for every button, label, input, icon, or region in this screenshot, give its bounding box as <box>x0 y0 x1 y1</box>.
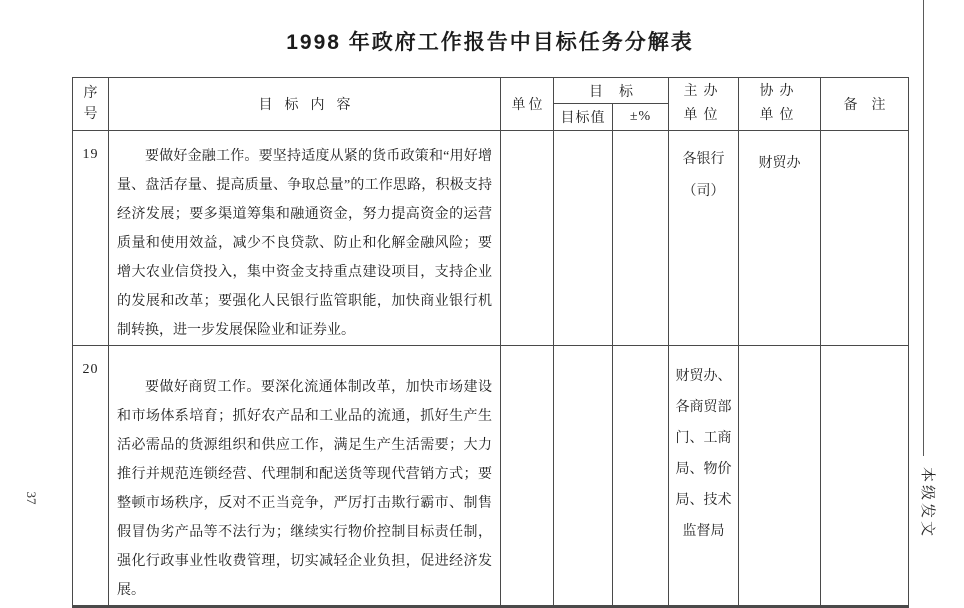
col-header-target-pct: ±% <box>613 104 669 130</box>
cell-host-unit: 各银行（司） <box>669 130 739 345</box>
cell-target-value <box>554 130 613 345</box>
cell-unit <box>501 130 554 345</box>
cell-cohost-unit: 财贸办 <box>739 130 821 345</box>
cell-content <box>109 345 501 606</box>
col-header-host: 主办单位 <box>669 78 739 131</box>
cell-remark <box>821 130 909 345</box>
page-title: 1998 年政府工作报告中目标任务分解表 <box>286 31 694 54</box>
table-row <box>73 345 909 606</box>
page-margin-rule <box>923 0 924 456</box>
target-content-text: 要做好金融工作。要坚持适度从紧的货币政策和“用好增量、盘活存量、提高质量、争取总量”的工作思路，积极支持经济发展；要多渠道筹集和融通资金，努力提高资金的运营质量和使用效益，减少不良贷款、防止和化解金融风险；要增大农业信贷投入，集中资金支持重点建设项目，支持企业的发展和改革；要强化人民银行监管职能，加快商业银行机制转换，进一步发展保险业和证券业。 <box>117 148 492 338</box>
cell-unit <box>501 345 554 606</box>
col-header-cohost: 协办单位 <box>739 78 821 131</box>
col-header-target: 目标 <box>554 78 669 104</box>
cell-target-value <box>554 345 613 606</box>
cell-content <box>109 130 501 345</box>
cell-target-pct <box>613 130 669 345</box>
margin-label-vertical: 本级发文 <box>919 467 935 540</box>
col-header-seq: 序号 <box>73 78 109 131</box>
col-header-unit: 单位 <box>501 78 554 131</box>
table-row <box>73 130 909 345</box>
target-content-text: 要做好商贸工作。要深化流通体制改革，加快市场建设和市场体系培育；抓好农产品和工业品的流通，抓好生产生活必需品的货源组织和供应工作，满足生产生活需要；大力推行并规范连锁经营、代理制和配送货等现代营销方式；要整顿市场秩序，反对不正当竞争，严厉打击欺行霸市、制售假冒伪劣产品等不法行为；继续实行物价控制目标责任制，强化行政事业性收费管理，切实减轻企业负担，促进经济发展。 <box>117 379 492 598</box>
col-header-content: 目标内容 <box>109 78 501 131</box>
col-header-remark: 备注 <box>821 78 909 131</box>
col-header-target-value: 目标值 <box>554 104 613 130</box>
cell-seq: 20 <box>73 345 109 606</box>
page-number: 37 <box>24 491 39 505</box>
cell-seq: 19 <box>73 130 109 345</box>
cell-remark <box>821 345 909 606</box>
header-row-1 <box>73 78 909 104</box>
cell-host-unit: 财贸办、各商贸部门、工商局、物价局、技术监督局 <box>669 345 739 606</box>
targets-table <box>72 77 909 608</box>
cell-target-pct <box>613 345 669 606</box>
cell-cohost-unit <box>739 345 821 606</box>
